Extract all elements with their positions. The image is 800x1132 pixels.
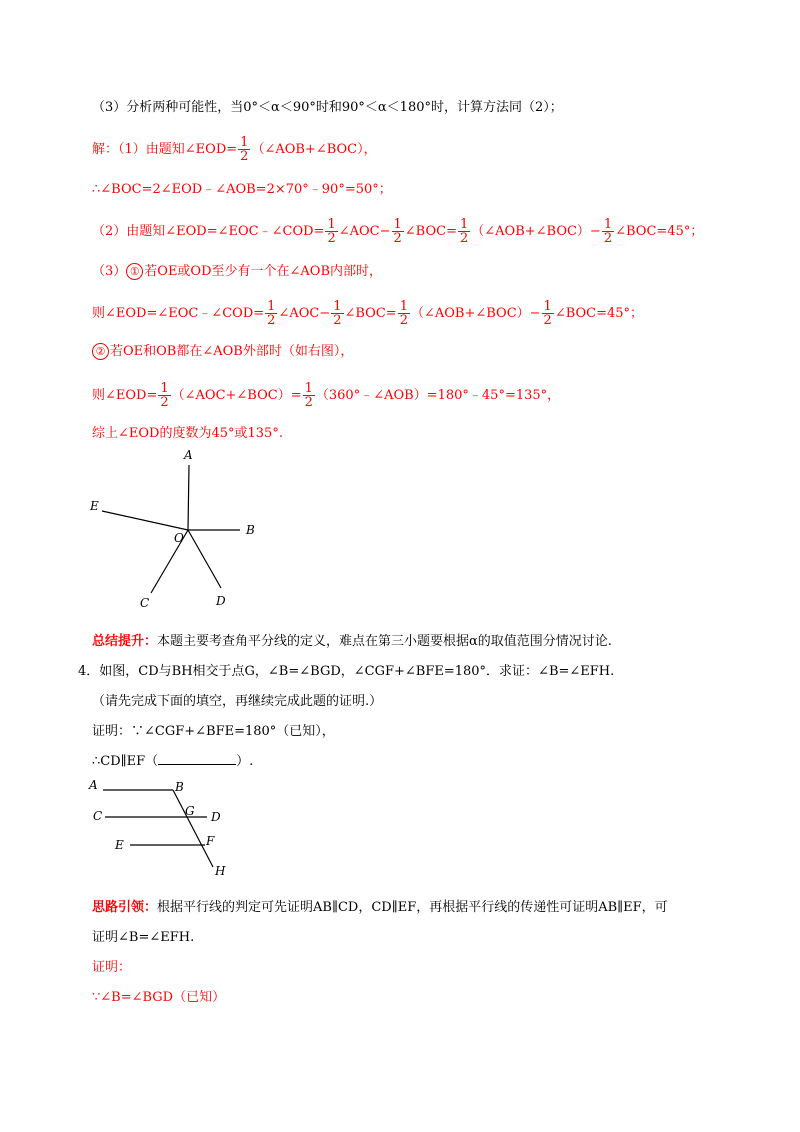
fraction-half: $\frac{1}{2}$ <box>393 217 402 246</box>
fraction-half: $\frac{1}{2}$ <box>160 381 169 410</box>
label-b: B <box>246 523 255 537</box>
fraction-half: $\frac{1}{2}$ <box>459 217 469 246</box>
fraction-half: $\frac{1}{2}$ <box>304 381 313 410</box>
ray-oe <box>102 511 188 530</box>
fill-in-blank[interactable] <box>158 752 236 765</box>
proof-statement-1: ∵∠B=∠BGD（已知） <box>92 990 226 1005</box>
label-o: O <box>174 531 184 545</box>
circled-number-1: ① <box>126 263 143 280</box>
parallel-lines-figure <box>85 775 255 880</box>
ray-od <box>188 530 221 588</box>
proof-line-2: ∴CD∥EF（ ）. <box>92 754 254 769</box>
fraction-half: $\frac{1}{2}$ <box>240 135 249 164</box>
solution-part1-result: ∴∠BOC=2∠EOD﹣∠AOB=2×70°﹣90°=50°； <box>92 182 392 197</box>
circled-number-2: ② <box>92 343 109 360</box>
angle-figure <box>80 445 280 615</box>
label-f: F <box>206 834 215 848</box>
question-4-statement: 4．如图，CD与BH相交于点G，∠B=∠BGD，∠CGF+∠BFE=180°．求证：∠B=∠EFH. <box>78 664 615 679</box>
solution-part2: （2）由题知∠EOD=∠EOC﹣∠COD= $\frac{1}{2}$ ∠AOC− $\frac{1}{2}$ ∠BOC= $\frac{1}{2}$ （∠AOB+∠BOC）− $\frac{1}{2}$ ∠BOC=45°； <box>92 217 704 246</box>
proof-label: 证明： <box>92 960 132 975</box>
ray-oa <box>188 465 189 530</box>
hint-line-2: 证明∠B=∠EFH. <box>92 930 195 945</box>
label-d: D <box>216 594 226 608</box>
solution-part1: 解：（1）由题知∠EOD= $\frac{1}{2}$ （∠AOB+∠BOC）， <box>92 135 377 164</box>
fraction-half: $\frac{1}{2}$ <box>399 299 408 328</box>
label-d: D <box>211 810 221 824</box>
solution-part3: 则∠EOD=∠EOC﹣∠COD= $\frac{1}{2}$ ∠AOC− $\frac{1}{2}$ ∠BOC= $\frac{1}{2}$ （∠AOB+∠BOC）− $\frac{1}{2}$ ∠BOC=45°； <box>92 299 644 328</box>
solution-part4-intro: ② 若OE和OB都在∠AOB外部时（如右图）， <box>92 342 353 362</box>
fraction-half: $\frac{1}{2}$ <box>603 217 613 246</box>
label-c: C <box>140 596 150 610</box>
question-4-instruction: （请先完成下面的填空，再继续完成此题的证明.） <box>92 694 383 709</box>
label-a: A <box>184 448 193 462</box>
step3-hint: （3）分析两种可能性，当0°＜α＜90°时和90°＜α＜180°时，计算方法同（2）； <box>92 100 563 115</box>
label-b: B <box>175 780 184 794</box>
solution-part3-intro: （3） ① 若OE或OD至少有一个在∠AOB内部时， <box>92 264 383 279</box>
solution-conclusion: 综上∠EOD的度数为45°或135°. <box>92 426 283 441</box>
hint-line-1: 思路引领：根据平行线的判定可先证明AB∥CD，CD∥EF，再根据平行线的传递性可证明AB∥EF，可 <box>92 900 668 915</box>
fraction-half: $\frac{1}{2}$ <box>267 299 276 328</box>
summary: 总结提升：本题主要考查角平分线的定义，难点在第三小题要根据α的取值范围分情况讨论. <box>92 634 612 649</box>
summary-label: 总结提升： <box>92 634 158 649</box>
proof-line-1: 证明：∵∠CGF+∠BFE=180°（已知）， <box>92 724 335 739</box>
hint-label: 思路引领： <box>92 900 158 915</box>
label-e: E <box>90 499 99 513</box>
solution-label: 解： <box>92 142 119 157</box>
label-h: H <box>215 864 226 878</box>
label-g: G <box>185 804 195 818</box>
label-c: C <box>93 809 103 823</box>
label-e: E <box>115 838 124 852</box>
fraction-half: $\frac{1}{2}$ <box>333 299 342 328</box>
fraction-half: $\frac{1}{2}$ <box>327 217 336 246</box>
fraction-half: $\frac{1}{2}$ <box>543 299 552 328</box>
line-bh <box>173 790 213 867</box>
solution-part4: 则∠EOD= $\frac{1}{2}$ （∠AOC+∠BOC）= $\frac{1}{2}$ （360°﹣∠AOB）=180°﹣45°=135°， <box>92 381 561 410</box>
label-a: A <box>89 778 98 792</box>
